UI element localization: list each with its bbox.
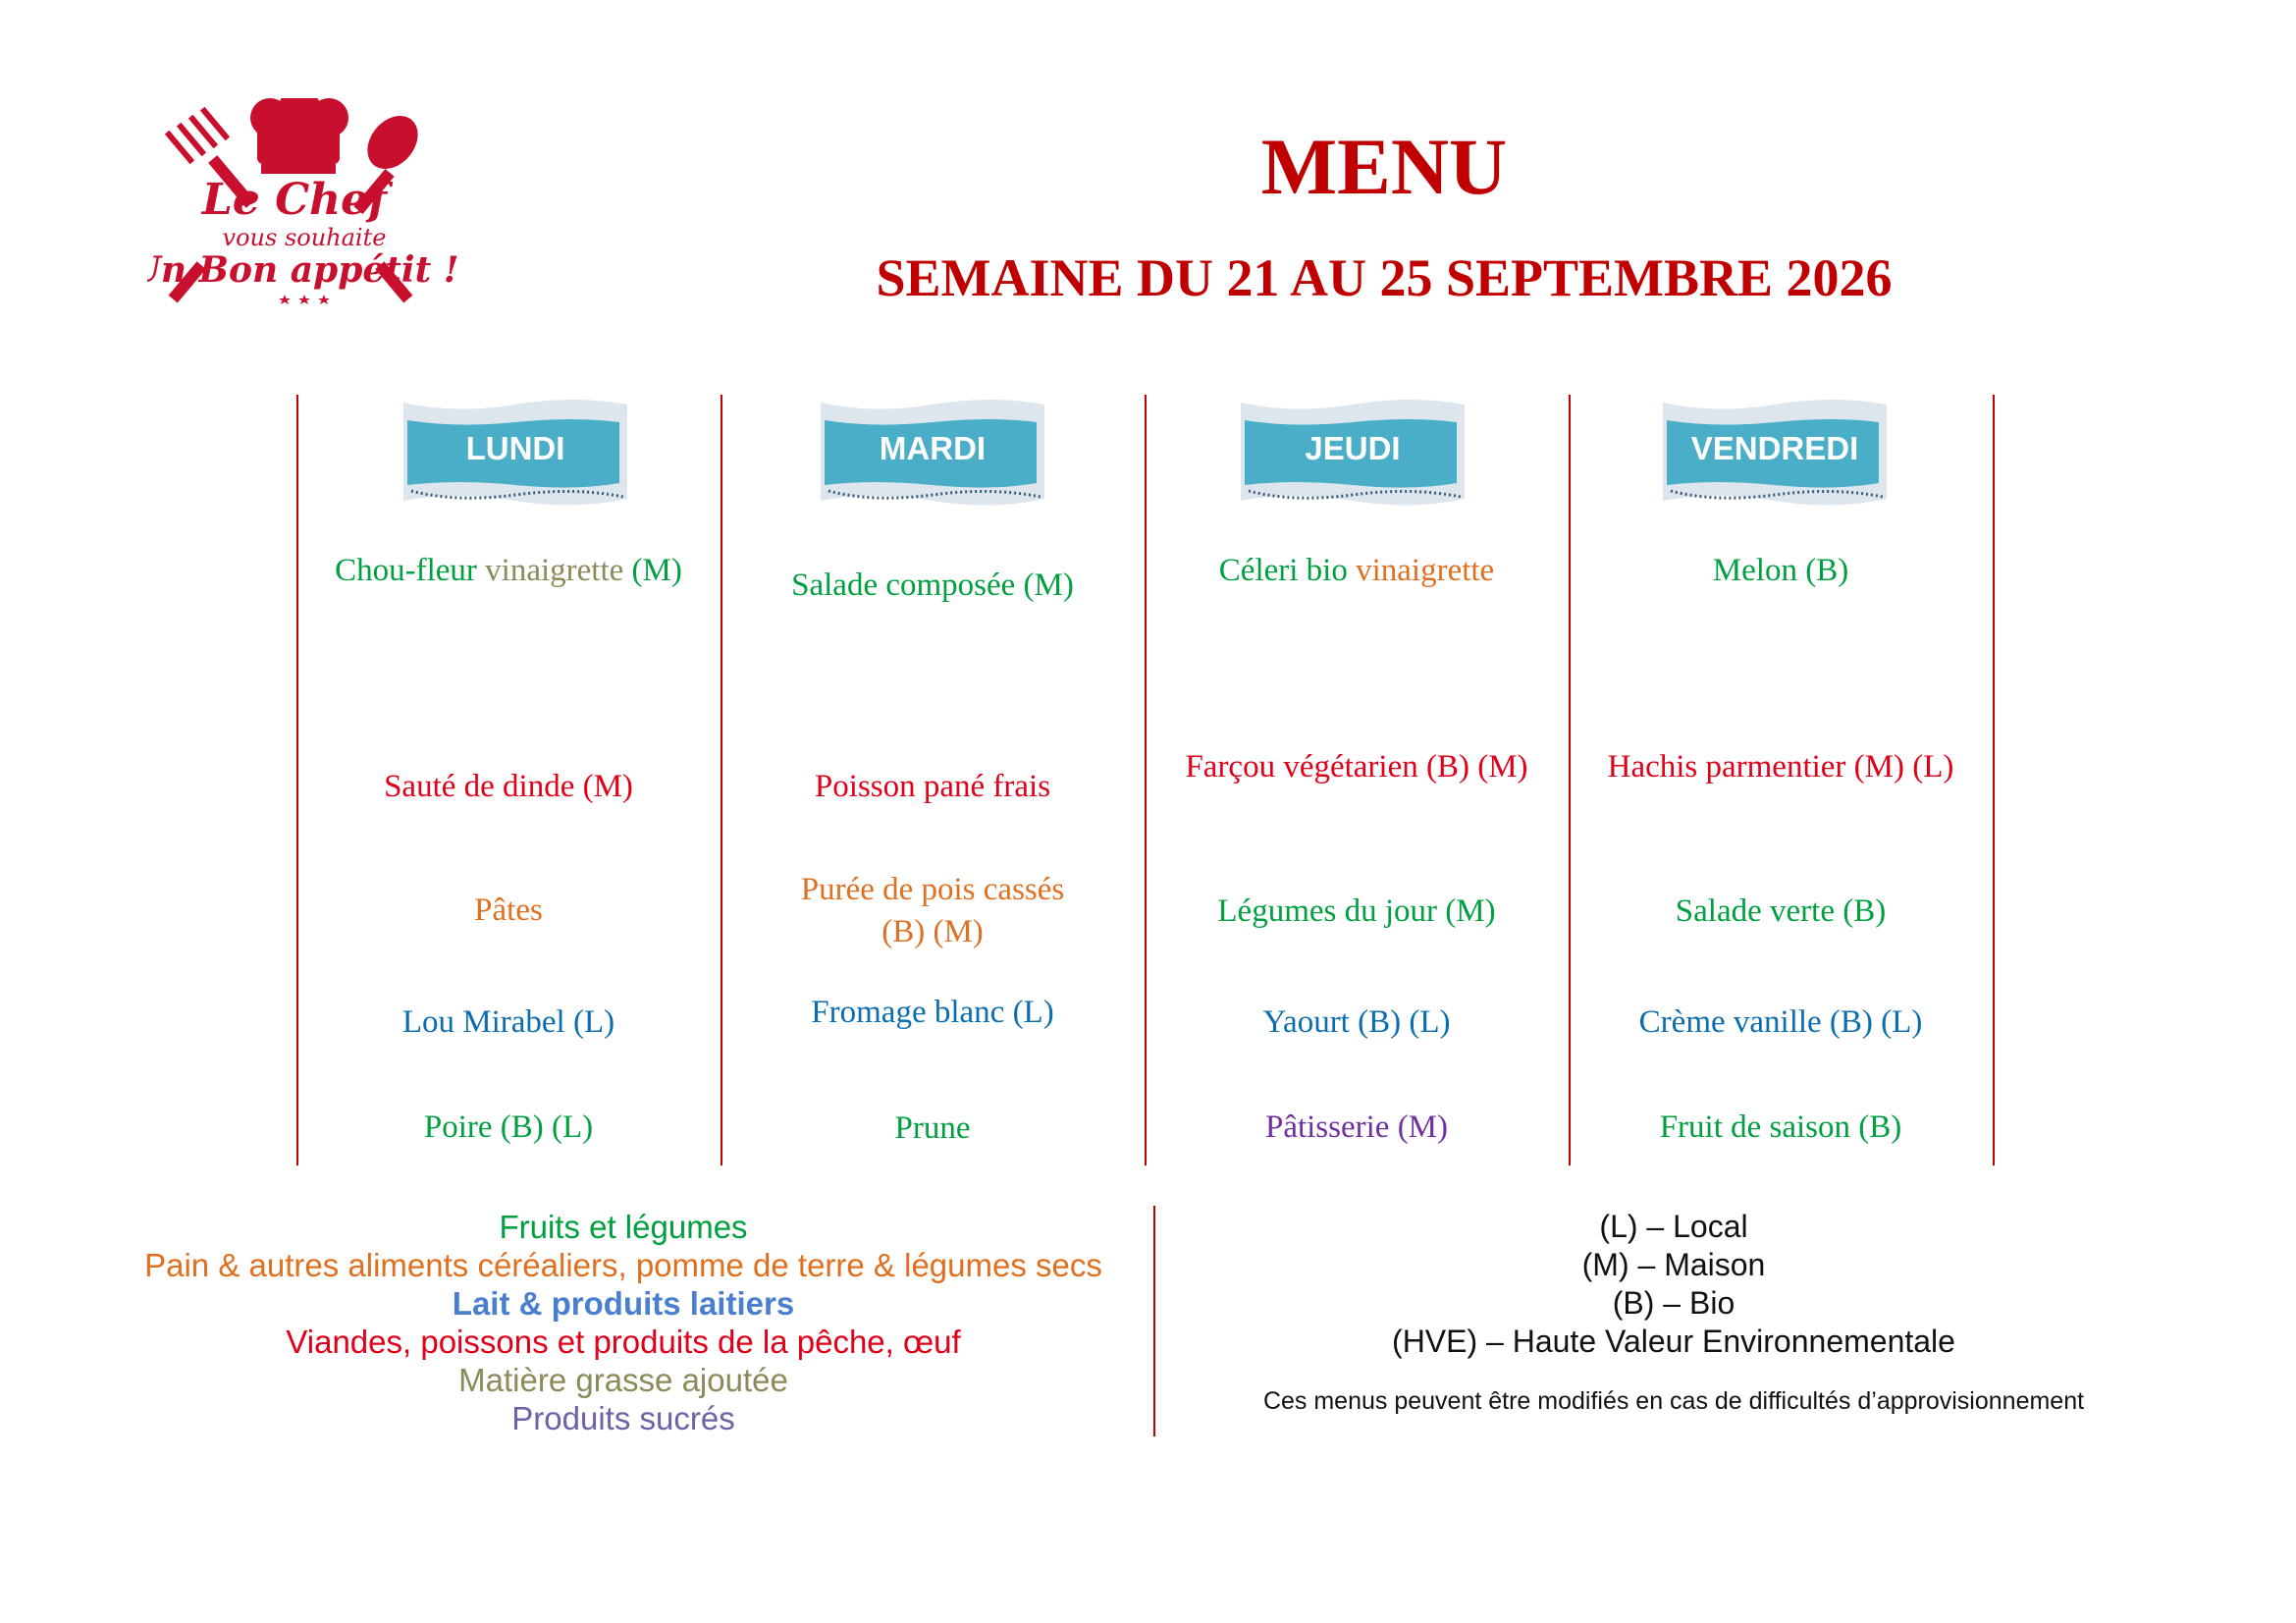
- legend-item: Produits sucrés: [511, 1400, 735, 1436]
- day-label: LUNDI: [465, 430, 565, 466]
- menu-item-entree: [1575, 550, 1987, 592]
- key-item: (M) – Maison: [1581, 1247, 1766, 1282]
- menu-item-laitier: Crème vanille (B) (L): [1638, 1004, 1923, 1040]
- menu-item-accompagnement: Légumes du jour (M): [1217, 893, 1496, 929]
- menu-item-plat: Hachis parmentier (M) (L): [1607, 749, 1954, 784]
- legend-item: Lait & produits laitiers: [452, 1285, 795, 1322]
- day-banner-mardi: [815, 393, 1050, 520]
- menu-item-plat: Poisson pané frais: [814, 769, 1051, 804]
- key-item: (B) – Bio: [1612, 1285, 1735, 1321]
- key-item: (HVE) – Haute Valeur Environnementale: [1392, 1324, 1955, 1359]
- menu-item-laitier: Fromage blanc (L): [811, 995, 1054, 1030]
- logo-line1: Le Chef: [201, 175, 388, 225]
- page-subtitle: SEMAINE DU 21 AU 25 SEPTEMBRE 2026: [876, 248, 1893, 307]
- menu-item-accompagnement: Pâtes: [474, 893, 543, 928]
- food-group-legend: [98, 1208, 1148, 1437]
- legend-item: Matière grasse ajoutée: [458, 1362, 788, 1398]
- legend-item: Pain & autres aliments céréaliers, pomme de terre & légumes secs: [144, 1247, 1102, 1283]
- key-item: (L) – Local: [1599, 1209, 1748, 1244]
- entree-text: Céleri bio: [1218, 553, 1357, 588]
- entree-sauce: vinaigrette: [485, 553, 624, 588]
- column-divider: [1993, 395, 1995, 1165]
- menu-item-entree: [1150, 550, 1563, 592]
- day-label: JEUDI: [1305, 430, 1401, 466]
- column-divider: [296, 395, 298, 1165]
- legend-item: Viandes, poissons et produits de la pêche, œuf: [286, 1324, 961, 1360]
- day-banner-jeudi: [1235, 393, 1470, 520]
- disclaimer-note: Ces menus peuvent être modifiés en cas de difficultés d’approvisionnement: [1262, 1387, 2085, 1415]
- day-label: VENDREDI: [1690, 430, 1859, 466]
- menu-item-dessert: Pâtisserie (M): [1264, 1109, 1449, 1145]
- day-label: MARDI: [879, 430, 987, 466]
- menu-item-dessert: Prune: [894, 1110, 971, 1146]
- menu-item-laitier: Lou Mirabel (L): [401, 1004, 615, 1040]
- menu-item-plat: Farçou végétarien (B) (M): [1185, 749, 1528, 784]
- menu-item-dessert: Poire (B) (L): [423, 1109, 594, 1145]
- day-banner-vendredi: [1657, 393, 1893, 520]
- menu-item-laitier: Yaourt (B) (L): [1262, 1004, 1451, 1040]
- entree-text: Chou-fleur: [335, 553, 486, 588]
- legend-divider: [1153, 1206, 1155, 1436]
- menu-item-plat: Sauté de dinde (M): [384, 769, 633, 804]
- menu-item-dessert: Fruit de saison (B): [1659, 1109, 1902, 1145]
- entree-tag: (M): [623, 553, 682, 588]
- page-title: MENU: [1260, 122, 1508, 211]
- column-divider: [1569, 395, 1571, 1165]
- menu-item-entree: [726, 565, 1139, 607]
- menu-item-accompagnement: Salade verte (B): [1675, 893, 1887, 929]
- logo-line3: Un Bon appétit !: [147, 249, 459, 291]
- entree-text: Salade composée (M): [791, 568, 1074, 603]
- menu-item-accompagnement: Purée de pois cassés (B) (M): [800, 872, 1065, 949]
- entree-sauce: vinaigrette: [1356, 553, 1495, 588]
- label-keys: [1158, 1208, 2189, 1361]
- legend-item: Fruits et légumes: [499, 1209, 748, 1245]
- day-banner-lundi: [398, 393, 633, 520]
- entree-text: Melon (B): [1712, 553, 1849, 588]
- menu-item-entree: [302, 550, 715, 592]
- column-divider: [1145, 395, 1147, 1165]
- logo-line2: vous souhaite: [222, 224, 387, 251]
- column-divider: [721, 395, 722, 1165]
